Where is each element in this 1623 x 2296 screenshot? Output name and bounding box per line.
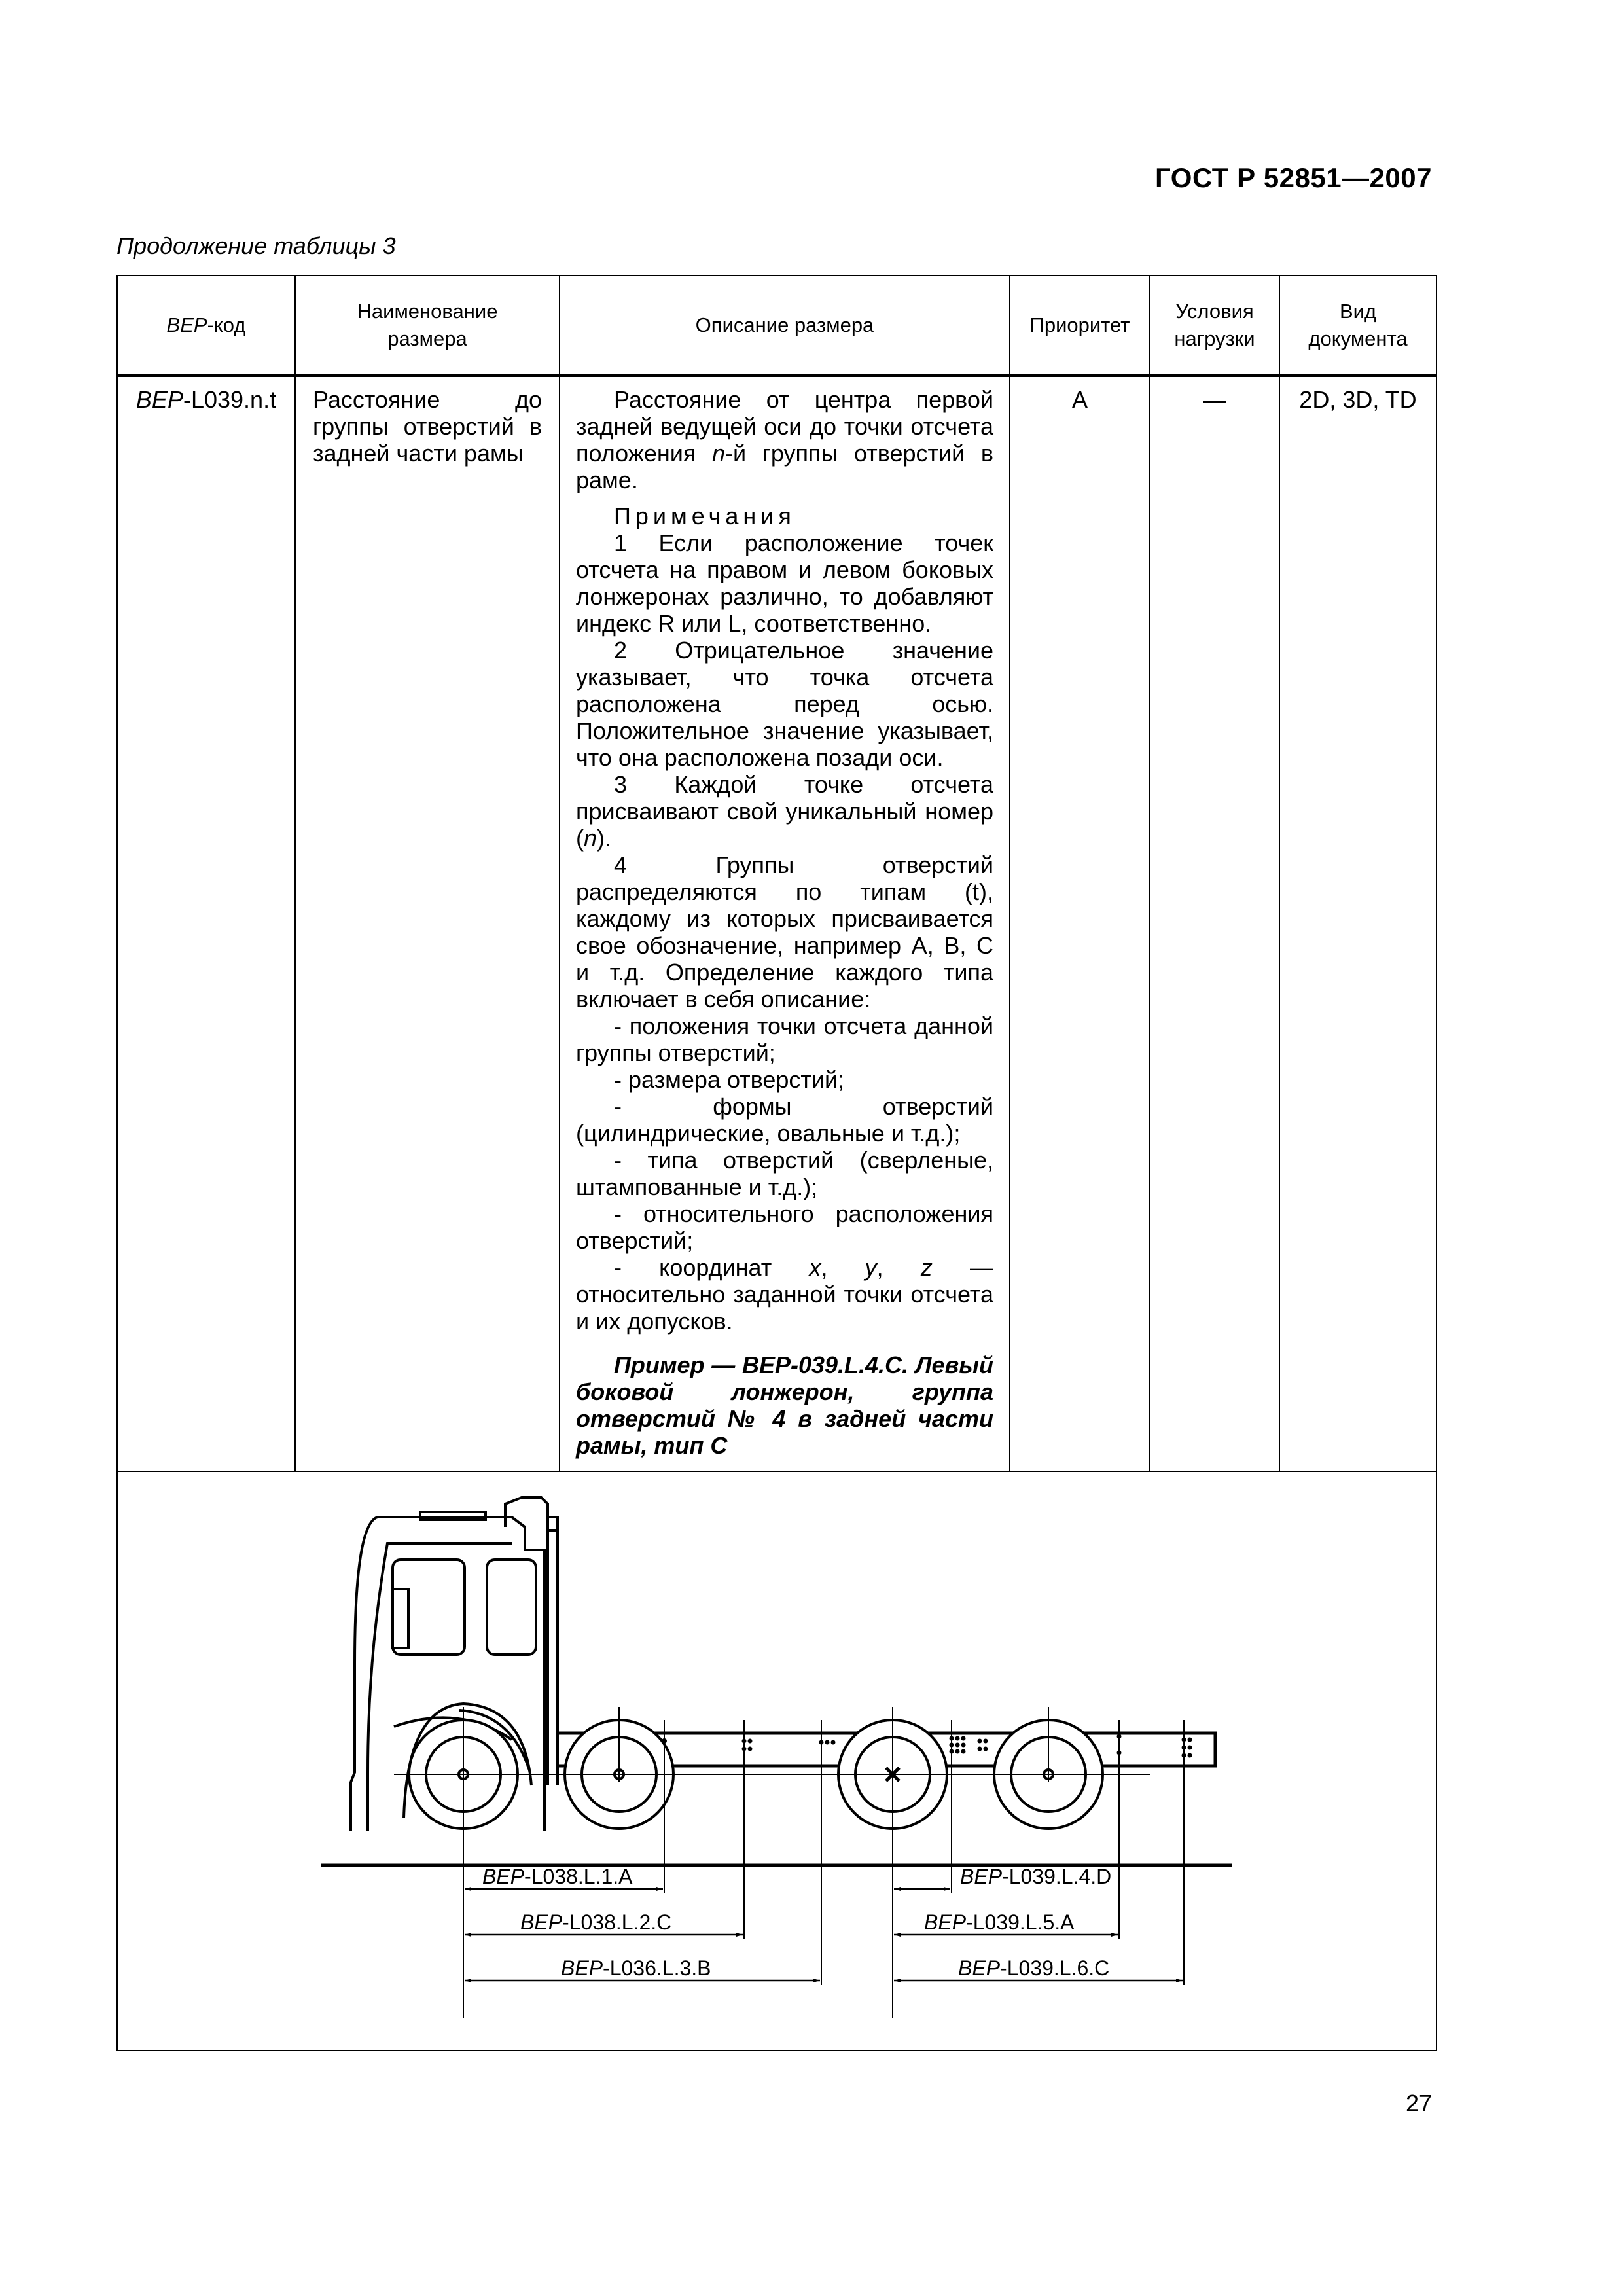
description-intro: Расстояние от центра первой задней ведущей оси до точки отсчета положения n-й группы отверстий в раме. xyxy=(576,386,994,493)
note-2: 2 Отрицательное значение указывает, что точка отсчета расположена перед осью. Положительное значение указывает, что она расположена позади оси. xyxy=(576,637,993,771)
dimension-label: BEP-L039.L.6.C xyxy=(958,1956,1110,1980)
drawing-cell xyxy=(117,1471,1436,2051)
drawing-row xyxy=(117,1471,1436,2051)
truck-chassis-drawing xyxy=(118,1472,1435,2048)
header-bep-code: BEP-код xyxy=(117,276,295,376)
dimension-label: BEP-L038.L.1.A xyxy=(482,1865,633,1888)
cell-name xyxy=(295,376,560,1471)
list-item: - размера отверстий; xyxy=(614,1066,845,1093)
dimensions-table xyxy=(116,275,1437,2051)
cell-priority: A xyxy=(1010,376,1150,1471)
dimension-label: BEP-L039.L.5.A xyxy=(924,1910,1075,1934)
table-header-row xyxy=(117,276,1436,376)
cell-description xyxy=(560,376,1010,1471)
list-item: - положения точки отсчета данной группы отверстий; xyxy=(576,1013,993,1066)
cell-doc-type: 2D, 3D, TD xyxy=(1279,376,1436,1471)
note-1: 1 Если расположение точек отсчета на правом и левом боковых лонжеронах различно, то добавляют индекс R или L, соответственно. xyxy=(576,529,993,637)
header-description: Описание размера xyxy=(560,276,1010,376)
code-prefix: BEP xyxy=(135,386,183,413)
header-name: Наименование размера xyxy=(295,276,560,376)
code-suffix: -L039.n.t xyxy=(183,386,277,413)
list-item: - относительного расположения отверстий; xyxy=(576,1200,993,1254)
notes-title: Примечания xyxy=(614,503,796,529)
table-continuation-label: Продолжение таблицы 3 xyxy=(116,232,396,259)
note-4: 4 Группы отверстий распределяются по типам (t), каждому из которых присваивается свое обозначение, например А, В, С и т.д. Определение каждого типа включает в себя описание: xyxy=(576,852,993,1013)
cell-load: — xyxy=(1150,376,1279,1471)
note-3: 3 Каждой точке отсчета присваивают свой уникальный номер (n). xyxy=(576,771,993,852)
dimension-label: BEP-L038.L.2.C xyxy=(520,1910,672,1934)
standard-code: ГОСТ Р 52851—2007 xyxy=(1155,162,1432,193)
header-doc-type: Вид документа xyxy=(1279,276,1436,376)
dimension-name: Расстояние до группы отверстий в задней части рамы xyxy=(313,386,542,467)
dimension-label: BEP-L039.L.4.D xyxy=(960,1865,1112,1888)
page-number: 27 xyxy=(1405,2090,1432,2117)
header-load: Условия нагрузки xyxy=(1150,276,1279,376)
table-row xyxy=(117,376,1436,1471)
list-item: - формы отверстий (цилиндрические, овальные и т.д.); xyxy=(576,1093,993,1147)
example-text: Пример — BEP-039.L.4.C. Левый боковой лонжерон, группа отверстий № 4 в задней части рамы, тип С xyxy=(576,1352,993,1459)
header-priority: Приоритет xyxy=(1010,276,1150,376)
cell-code xyxy=(117,376,295,1471)
list-item: - типа отверстий (сверленые, штампованные и т.д.); xyxy=(576,1147,993,1200)
dimension-label: BEP-L036.L.3.B xyxy=(561,1956,711,1980)
list-item-coordinates: - координат x, y, z — относительно заданной точки отсчета и их допусков. xyxy=(576,1254,993,1335)
